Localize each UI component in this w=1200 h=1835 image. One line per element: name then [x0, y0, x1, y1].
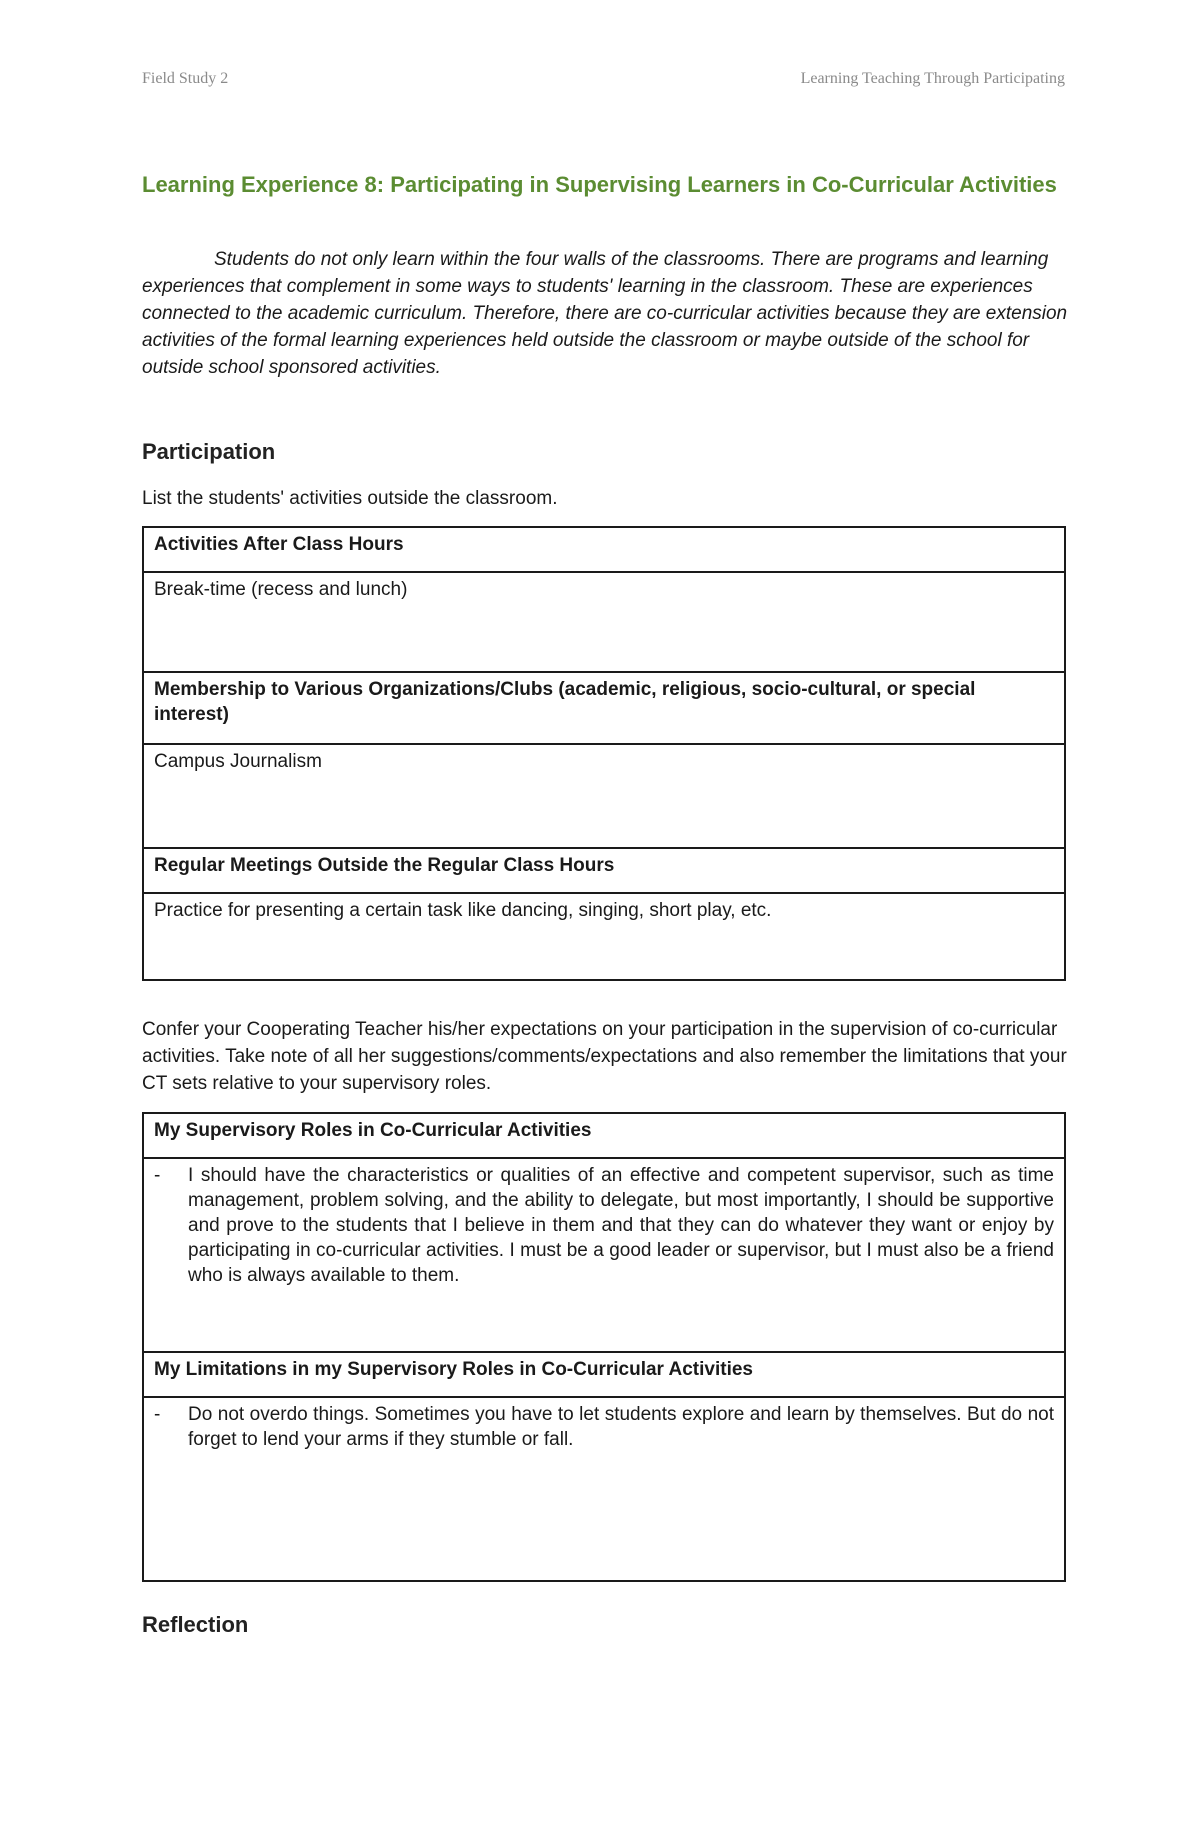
- participation-instruction: List the students' activities outside the classroom.: [142, 488, 558, 509]
- intro-paragraph: [142, 246, 1068, 381]
- header-right: Learning Teaching Through Participating: [800, 70, 1065, 87]
- activities-after-hours-answer: Break-time (recess and lunch): [143, 572, 1065, 672]
- regular-meetings-answer: Practice for presenting a certain task like dancing, singing, short play, etc.: [143, 893, 1065, 980]
- supervisory-roles-item: [154, 1163, 1054, 1288]
- supervision-table: [142, 1112, 1066, 1582]
- reflection-heading: Reflection: [142, 1612, 249, 1637]
- participation-heading: Participation: [142, 439, 276, 464]
- supervisory-roles-label: My Supervisory Roles in Co-Curricular Activities: [143, 1113, 1065, 1158]
- regular-meetings-label: Regular Meetings Outside the Regular Class Hours: [143, 848, 1065, 893]
- limitations-label: My Limitations in my Supervisory Roles in Co-Curricular Activities: [143, 1352, 1065, 1397]
- limitations-text: Do not overdo things. Sometimes you have to let students explore and learn by themselves. But do not forget to lend your arms if they stumble or fall.: [188, 1404, 1054, 1450]
- supervisory-roles-answer: [143, 1158, 1065, 1352]
- intro-text: Students do not only learn within the four walls of the classrooms. There are programs and learning experiences that complement in some ways to students' learning in the classroom. These are experiences connected to the academic curriculum. Therefore, there are co-curricular activities because they are extension activities of the formal learning experiences held outside the classroom or maybe outside of the school for outside school sponsored activities.: [142, 249, 1068, 378]
- limitations-answer: [143, 1397, 1065, 1581]
- supervision-instruction: Confer your Cooperating Teacher his/her expectations on your participation in the supervision of co-curricular activities. Take note of all her suggestions/comments/expectations and also remember the limitations that your CT sets relative to your supervisory roles.: [142, 1019, 1067, 1094]
- limitations-item: [154, 1402, 1054, 1452]
- header-left: Field Study 2: [142, 70, 229, 87]
- membership-answer: Campus Journalism: [143, 744, 1065, 848]
- activities-after-hours-label: Activities After Class Hours: [143, 527, 1065, 572]
- page-title: Learning Experience 8: Participating in Supervising Learners in Co-Curricular Activities: [142, 172, 1057, 197]
- activities-table: [142, 526, 1066, 981]
- supervisory-roles-text: I should have the characteristics or qualities of an effective and competent supervisor, such as time management, problem solving, and the ability to delegate, but most importantly, I should be supportive and prove to the students that I believe in them and that they can do whatever they want or enjoy by participating in co-curricular activities. I must be a good leader or supervisor, but I must also be a friend who is always available to them.: [188, 1165, 1054, 1286]
- membership-label: Membership to Various Organizations/Clubs (academic, religious, socio-cultural, or special interest): [143, 672, 1065, 744]
- bullet-dash: -: [154, 1165, 161, 1186]
- bullet-dash: -: [154, 1404, 161, 1425]
